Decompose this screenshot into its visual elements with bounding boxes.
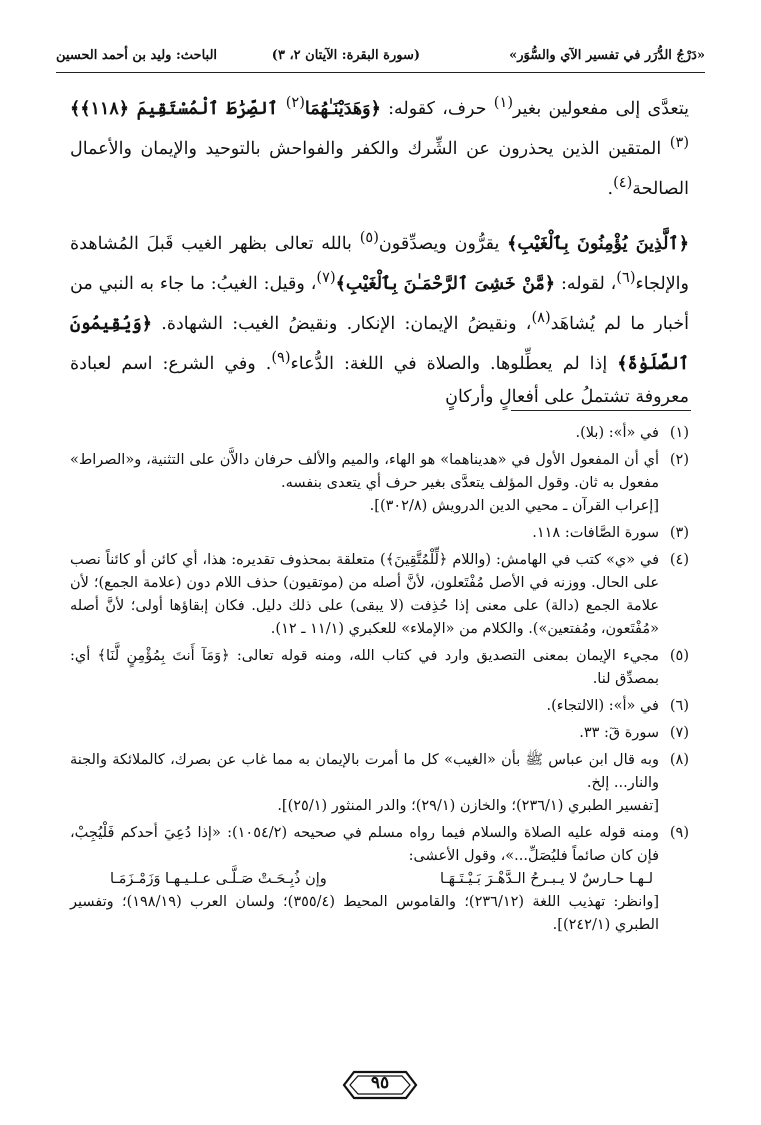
footnote xyxy=(70,422,689,445)
text-run: حرف، كقوله: xyxy=(380,98,494,119)
footnote-ref-9: (٩) xyxy=(271,348,291,366)
page-number-ornament xyxy=(340,1068,420,1102)
footnote-separator xyxy=(511,410,691,411)
page-number: ٩٥ xyxy=(370,1073,390,1093)
footnote-number: (٨) xyxy=(669,752,689,768)
text-run: . xyxy=(607,178,614,199)
quran-quote: ﴿وَيُقِيمُونَ ٱلصَّلَوٰةَ﴾ xyxy=(70,313,689,374)
footnote-text: ومنه قوله عليه الصلاة والسلام فيما رواه مسلم في صحيحه (١٠٥٤/٢): «إذا دُعِيَ أحدكم فَلْيُجِبْ، فإن كان صائماً فليُصَلِّ...»، وقول الأعشى: xyxy=(70,825,659,864)
footnote xyxy=(70,722,689,745)
footnote-number: (١) xyxy=(669,425,689,441)
footnote xyxy=(70,822,689,937)
text-run: ، لقوله: xyxy=(555,274,617,295)
text-run: ، ونقيضُ الإيمان: الإنكار. ونقيضُ الغيب: الشهادة. xyxy=(152,313,532,334)
main-text xyxy=(70,86,689,430)
footnote-number: (٧) xyxy=(669,725,689,741)
paragraph-2 xyxy=(70,221,689,413)
footnote xyxy=(70,522,689,545)
footnote-ref-7: (٧) xyxy=(316,269,336,287)
footnote-ref-5: (٥) xyxy=(359,229,379,247)
text-run: . وفي الشرع: اسم لعبادة معروفة تشتملُ على أفعالٍ وأركانٍ xyxy=(70,353,689,407)
footnote-number: (٤) xyxy=(669,552,689,568)
footnote xyxy=(70,645,689,691)
footnote-text: سورة الصَّافات: ١١٨. xyxy=(532,525,659,541)
quran-quote: ﴿مَّنْ خَشِىَ ٱلرَّحْمَـٰنَ بِٱلْغَيْبِ﴾ xyxy=(335,274,556,295)
footnote-number: (٥) xyxy=(669,648,689,664)
header-researcher: الباحث: وليد بن أحمد الحسين xyxy=(56,48,218,63)
text-run: يتعدَّى إلى مفعولين بغير xyxy=(513,98,689,119)
text-run: المتقين الذين يحذرون عن الشِّرك والكفر والفواحش بالتوحيد والإيمان والأعمال الصالحة xyxy=(70,138,689,199)
header-book-title: «دَرْجُ الدُّرَر في تفسير الآي والسُّوَر» xyxy=(509,48,705,63)
footnote-text: في «أ»: (بلا). xyxy=(575,425,659,441)
footnote xyxy=(70,549,689,641)
footnote-text: أي أن المفعول الأول في «هديناهما» هو الهاء، والميم والألف حرفان دالاَّن على التثنية، و«الصراط» مفعول به ثان. وقول المؤلف يتعدَّى بغير حرف أي يتعدى بنفسه. xyxy=(70,452,659,491)
verse-first-hemistich: لـهـا حـارسٌ لا يـبـرحُ الـدَّهْـرَ بَـيْـتَـهَـا xyxy=(439,871,653,887)
footnote xyxy=(70,449,689,518)
footnote-text: سورة قٓ: ٣٣. xyxy=(579,725,659,741)
text-run: يقرُّون ويصدِّقون xyxy=(378,234,508,255)
footnote-ref-2: (٢) xyxy=(285,94,305,111)
footnote-ref-1: (١) xyxy=(493,94,513,111)
footnote-text: في «ي» كتب في الهامش: (واللام ﴿لِّلْمُتَّقِينَ﴾) متعلقة بمحذوف تقديره: هذا، أي كائن أو كائناً نصب على الحال. ووزنه في الأصل مُفْتَعلون، لأنَّ أصله من (موتقيون) حذف اللام دون (علامة الجمع)؛ لأن علامة الجمع (دالة) على معنى إذا حُذِفت (لا يبقى) على ذلك دليل. فكان إبقاؤها أولى؛ لأنَّ أصله «مُفْتَعون، ومُفتعين»). والكلام من «الإملاء» للعكبري (١١/١ ـ ١٢). xyxy=(70,552,659,637)
footnote-text: مجيء الإيمان بمعنى التصديق وارد في كتاب الله، ومنه قوله تعالى: ﴿وَمَآ أَنتَ بِمُؤْمِنٍ لَّنَا﴾ أي: بمصدِّق لنا. xyxy=(70,648,659,687)
running-header xyxy=(56,44,705,70)
footnote-number: (٩) xyxy=(669,825,689,841)
footnote-ref-4: (٤) xyxy=(613,173,633,191)
footnote-number: (٦) xyxy=(669,698,689,714)
quran-quote: ﴿وَهَدَيْنَـٰهُمَا xyxy=(304,98,381,119)
footnote-number: (٣) xyxy=(669,525,689,541)
text-run: ، وقيل: الغيبُ: ما جاء به النبي من أخبار ما لم يُشاهَد xyxy=(70,274,689,334)
header-rule xyxy=(56,72,705,73)
quran-quote: ﴿ٱلَّذِينَ يُؤْمِنُونَ بِٱلْغَيْبِ﴾ xyxy=(507,234,689,255)
poetry-verse xyxy=(70,868,659,891)
footnote-citation: [إعراب القرآن ـ محيي الدين الدرويش (٣٠٢/٨)]. xyxy=(369,498,659,514)
verse-second-hemistich: وإن ذُبِـحَـتْ صَـلَّـى عـلـيـهـا وَزَمْـزَمَـا xyxy=(110,871,327,887)
header-surah-reference: (سورة البقرة: الآيتان ٢، ٣) xyxy=(271,48,420,63)
footnote xyxy=(70,695,689,718)
footnote-text: في «أ»: (الالتجاء). xyxy=(546,698,659,714)
footnote-citation: [تفسير الطبري (٢٣٦/١)؛ والخازن (٢٩/١)؛ والدر المنثور (٢٥/١)]. xyxy=(277,798,659,814)
footnote-citation: [وانظر: تهذيب اللغة (٢٣٦/١٢)؛ والقاموس المحيط (٣٥٥/٤)؛ ولسان العرب (١٩٨/١٩)؛ وتفسير الطبري (٢٤٢/١)]. xyxy=(70,894,660,933)
footnotes xyxy=(70,422,689,941)
text-run: بالله تعالى بظهر الغيب قَبلَ المُشاهدة والإلجاء xyxy=(70,234,689,295)
text-run: إذا لم يعطِّلوها. والصلاة في اللغة: الدُّعاء xyxy=(290,353,618,374)
footnote-ref-3: (٣) xyxy=(669,133,689,151)
footnote-ref-6: (٦) xyxy=(616,269,636,287)
footnote-number: (٢) xyxy=(669,452,689,468)
quran-quote: ٱلصِّرَٰطَ ٱلْمُسْتَقِيمَ ﴿١١٨﴾﴾ xyxy=(70,98,286,119)
footnote-ref-8: (٨) xyxy=(531,309,551,327)
paragraph-1 xyxy=(70,86,689,205)
footnote xyxy=(70,749,689,818)
footnote-text: وبه قال ابن عباس ﷺ بأن «الغيب» كل ما أمرت بالإيمان به مما غاب عن بصرك، كالملائكة والجنة والنار... إلخ. xyxy=(70,752,659,791)
